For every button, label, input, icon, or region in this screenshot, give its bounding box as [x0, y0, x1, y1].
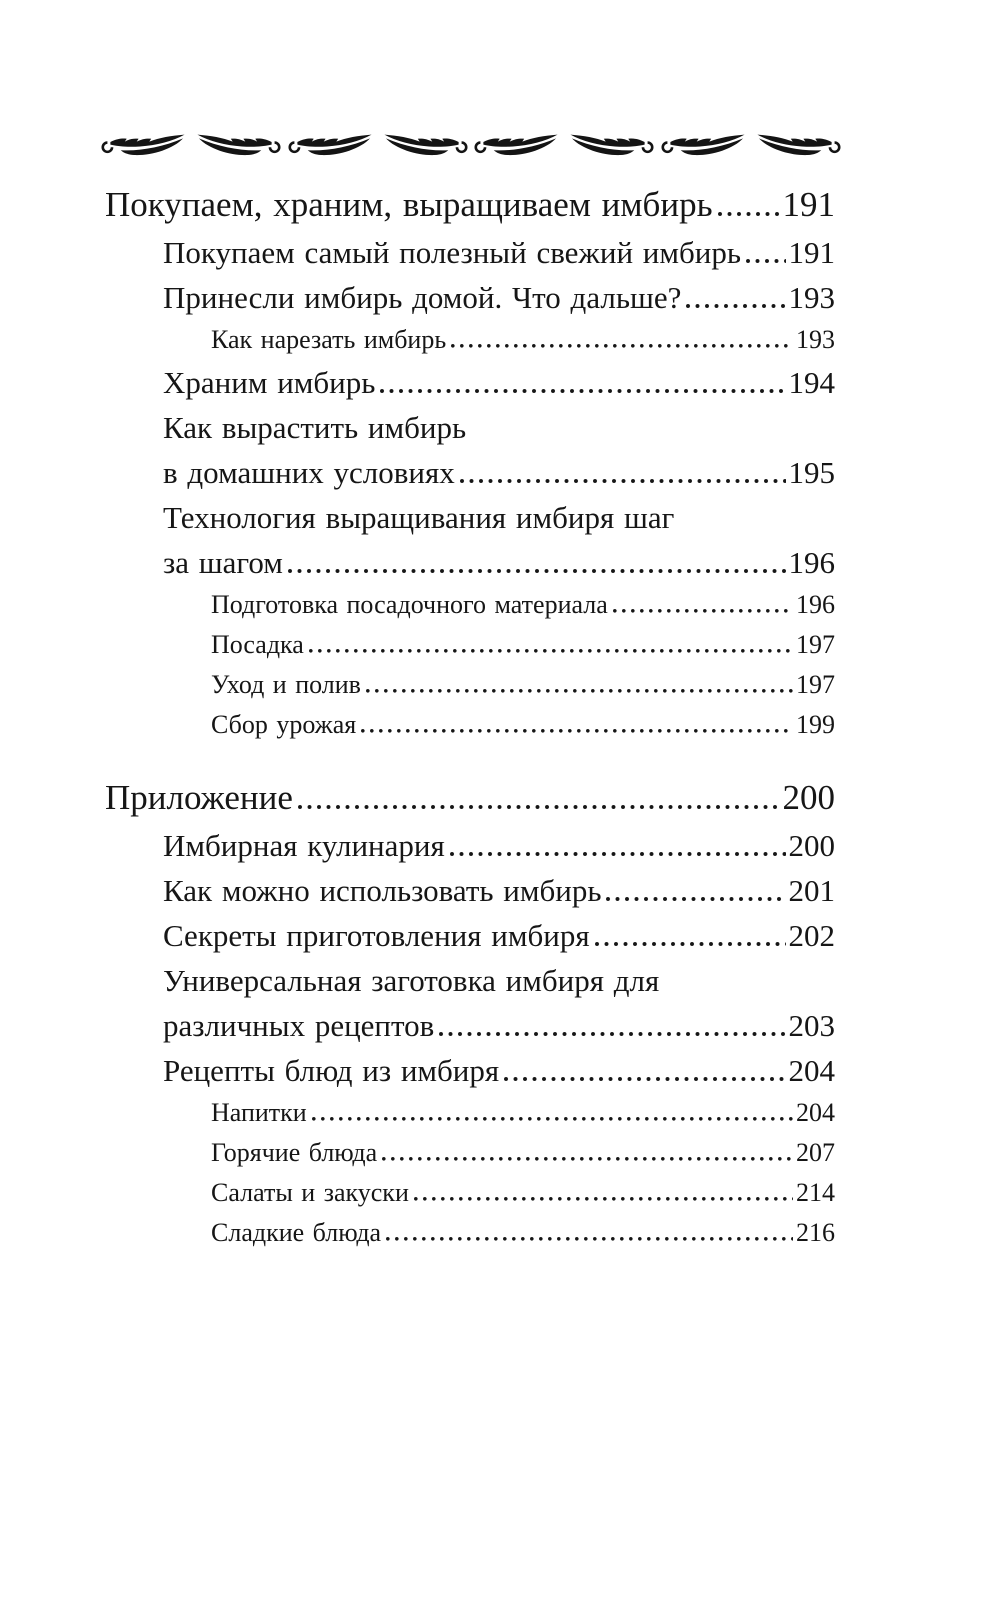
- toc-entry: [105, 1213, 835, 1253]
- toc-entry-title: Как нарезать имбирь: [211, 325, 447, 354]
- leaf-flourish-icon: [473, 128, 562, 162]
- dot-leader: [414, 1197, 793, 1201]
- toc-entry-title: Напитки: [211, 1098, 307, 1127]
- leaf-flourish-icon: [100, 128, 189, 162]
- toc-entry: [105, 913, 835, 958]
- toc-entry-title: Горячие блюда: [211, 1138, 378, 1167]
- toc-entry-title: Уход и полив: [211, 670, 361, 699]
- toc-entry: [105, 958, 835, 1003]
- toc-entry-title: Посадка: [211, 630, 304, 659]
- dot-leader: [309, 649, 793, 653]
- toc-entry-page: 197: [796, 670, 835, 699]
- toc-entry: [105, 320, 835, 360]
- toc-entry-title: в домашних условиях: [163, 455, 455, 490]
- dot-leader: [288, 569, 786, 573]
- toc-entry: [105, 705, 835, 745]
- leaf-flourish-icon: [287, 128, 376, 162]
- toc-entry: [105, 495, 835, 540]
- toc-entry: [105, 585, 835, 625]
- toc-entry: [105, 275, 835, 320]
- dot-leader: [298, 805, 780, 809]
- dot-leader: [450, 852, 786, 856]
- toc-entry-page: 201: [788, 873, 835, 908]
- toc-entry-title: Покупаем, храним, выращиваем имбирь: [105, 185, 713, 224]
- dot-leader: [312, 1117, 793, 1121]
- toc-entry-page: 207: [796, 1138, 835, 1167]
- toc-entry-page: 200: [782, 778, 835, 817]
- toc-entry: [105, 360, 835, 405]
- toc-entry: [105, 625, 835, 665]
- toc-entry-title: Подготовка посадочного материала: [211, 590, 608, 619]
- toc-entry-title: Рецепты блюд из имбиря: [163, 1053, 500, 1088]
- toc-entry-title: Приложение: [105, 778, 293, 817]
- dot-leader: [686, 304, 785, 308]
- dot-leader: [361, 729, 793, 733]
- toc-entry-page: 196: [796, 590, 835, 619]
- toc-entry: [105, 1173, 835, 1213]
- dot-leader: [439, 1032, 785, 1036]
- toc-entry-page: 199: [796, 710, 835, 739]
- leaf-flourish-icon: [753, 128, 842, 162]
- dot-leader: [718, 212, 780, 216]
- toc-entry-title: Как вырастить имбирь: [163, 410, 467, 445]
- leaf-flourish-icon: [380, 128, 469, 162]
- toc-entry-title: Как можно использовать имбирь: [163, 873, 602, 908]
- toc-entry-page: 202: [788, 918, 835, 953]
- toc-entry: [105, 823, 835, 868]
- toc-entry-page: 191: [782, 185, 835, 224]
- dot-leader: [595, 942, 786, 946]
- dot-leader: [380, 389, 785, 393]
- toc-entry: [105, 1133, 835, 1173]
- toc-entry-title: Секреты приготовления имбиря: [163, 918, 590, 953]
- toc-entry: [105, 405, 835, 450]
- toc-entry-page: 194: [788, 365, 835, 400]
- toc-entry-page: 204: [788, 1053, 835, 1088]
- toc-entry: [105, 180, 835, 230]
- toc-entry-page: 214: [796, 1178, 835, 1207]
- toc-entry-page: 203: [788, 1008, 835, 1043]
- dot-leader: [460, 479, 786, 483]
- toc-entry-title: Салаты и закуски: [211, 1178, 409, 1207]
- leaf-flourish-icon: [193, 128, 282, 162]
- toc-entry: [105, 665, 835, 705]
- toc-entry-title: Сбор урожая: [211, 710, 357, 739]
- toc-entry: [105, 1003, 835, 1048]
- toc-entry: [105, 868, 835, 913]
- toc-entry-page: 196: [788, 545, 835, 580]
- toc-entry: [105, 230, 835, 275]
- dot-leader: [746, 259, 786, 263]
- toc-entry-page: 193: [796, 325, 835, 354]
- dot-leader: [606, 897, 785, 901]
- dot-leader: [386, 1237, 793, 1241]
- toc-entry-page: 191: [788, 235, 835, 270]
- toc-entry-title: Покупаем самый полезный свежий имбирь: [163, 235, 741, 270]
- leaf-flourish-icon: [566, 128, 655, 162]
- dot-leader: [451, 344, 793, 348]
- toc-entry-page: 200: [788, 828, 835, 863]
- toc-entry-title: Технология выращивания имбиря шаг: [163, 500, 675, 535]
- toc-entry-title: Имбирная кулинария: [163, 828, 445, 863]
- dot-leader: [613, 609, 793, 613]
- toc-entry-title: Храним имбирь: [163, 365, 376, 400]
- toc-entry: [105, 540, 835, 585]
- toc-entry-page: 193: [788, 280, 835, 315]
- toc-entry: [105, 450, 835, 495]
- toc-entry-page: 216: [796, 1218, 835, 1247]
- toc-entry: [105, 1048, 835, 1093]
- toc-entry-title: за шагом: [163, 545, 283, 580]
- toc-entry-page: 197: [796, 630, 835, 659]
- toc-entry-title: Принесли имбирь домой. Что дальше?: [163, 280, 682, 315]
- toc-entry-title: Универсальная заготовка имбиря для: [163, 963, 660, 998]
- dot-leader: [366, 689, 793, 693]
- toc-entry: [105, 1093, 835, 1133]
- dot-leader: [382, 1157, 793, 1161]
- toc-entry-page: 204: [796, 1098, 835, 1127]
- leaf-flourish-icon: [660, 128, 749, 162]
- toc-entry-title: Сладкие блюда: [211, 1218, 382, 1247]
- table-of-contents: [105, 180, 835, 1253]
- dot-leader: [504, 1077, 785, 1081]
- toc-entry-title: различных рецептов: [163, 1008, 435, 1043]
- toc-entry: [105, 773, 835, 823]
- toc-entry-page: 195: [788, 455, 835, 490]
- ornament-divider: [100, 126, 842, 164]
